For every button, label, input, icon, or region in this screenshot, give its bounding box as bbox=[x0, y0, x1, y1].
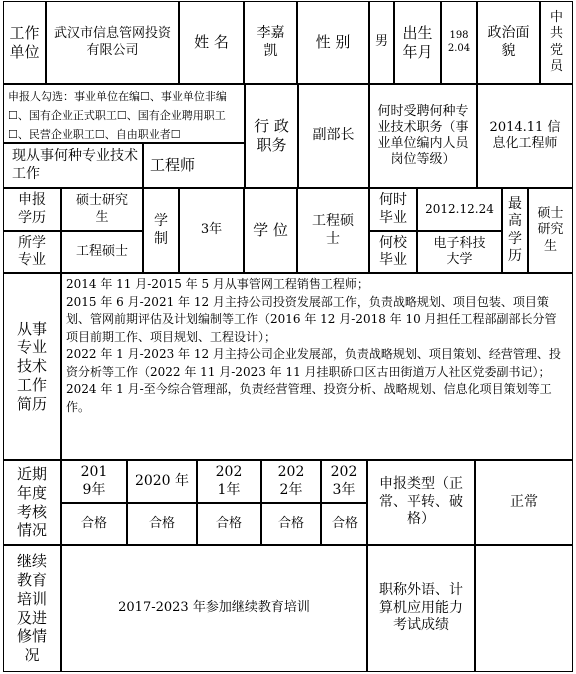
admin-post-label: 行 政职务 bbox=[245, 84, 298, 188]
highest-edu-label: 最高学历 bbox=[502, 188, 528, 273]
admin-post-value: 副部长 bbox=[298, 84, 369, 188]
assessment-year: 2019年 bbox=[61, 460, 127, 503]
assessment-year: 2023年 bbox=[321, 460, 367, 503]
exam-score-value bbox=[475, 545, 573, 672]
name-label: 姓 名 bbox=[179, 1, 244, 84]
resume-line: 2014 年 11 月-2015 年 5 月从事管网工程销售工程师； bbox=[66, 277, 369, 291]
assessment-result: 合格 bbox=[261, 503, 321, 545]
degree-edu-label: 申报学历 bbox=[3, 188, 61, 231]
training-value: 2017-2023 年参加继续教育培训 bbox=[61, 545, 367, 672]
degree-edu-value: 硕士研究生 bbox=[61, 188, 143, 231]
org-value: 武汉市信息管网投资有限公司 bbox=[46, 1, 179, 84]
exam-score-label: 职称外语、计算机应用能力考试成绩 bbox=[367, 545, 475, 672]
grad-time-label: 何时毕业 bbox=[369, 188, 417, 231]
grad-time-value: 2012.12.24 bbox=[417, 188, 502, 231]
assessment-result: 合格 bbox=[61, 503, 127, 545]
political-value: 中共党员 bbox=[540, 1, 573, 84]
resume-line: 2015 年 6 月-2021 年 12 月主持公司投资发展部工作，负责战略规划、项目包装、项目策划、管网前期评估及计划编制等工作（2016 年 12 月-2018 年 10 月担任工程部副部长分管项目前期工作、项目规划、工程设计）； bbox=[66, 294, 557, 344]
school-value: 电子科技大学 bbox=[417, 231, 502, 273]
assessment-year: 2021年 bbox=[197, 460, 261, 503]
name-value: 李嘉凯 bbox=[244, 1, 297, 84]
birth-value: 1982.04 bbox=[441, 1, 477, 84]
apply-type-value: 正常 bbox=[475, 460, 573, 545]
study-system-label: 学制 bbox=[143, 188, 179, 273]
assessment-result: 合格 bbox=[127, 503, 197, 545]
school-label: 何校毕业 bbox=[369, 231, 417, 273]
assessment-label: 近期年度考核情况 bbox=[3, 460, 61, 545]
employee-category-checkboxes: 申报人勾选：事业单位在编☐、事业单位非编☐、国有企业正式职工☐、国有企业聘用职工☐、民营企业职工☐、自由职业者☐ bbox=[3, 84, 245, 143]
study-system-value: 3年 bbox=[179, 188, 244, 273]
gender-value: 男 bbox=[369, 1, 394, 84]
current-tech-work-label: 现从事何种专业技术工作 bbox=[3, 143, 143, 188]
resume-line: 2022 年 1 月-2023 年 12 月主持公司企业发展部，负责战略规划、项目策划、经营管理、投资分析等工作（2022 年 11 月-2023 年 11 月挂职硚口区古田街道万人社区党委副书记）； bbox=[66, 347, 561, 379]
apply-type-label: 申报类型（正常、平转、破格） bbox=[367, 460, 475, 545]
resume-label: 从事专业技术工作简历 bbox=[3, 273, 61, 460]
assessment-year: 2022年 bbox=[261, 460, 321, 503]
major-value: 工程硕士 bbox=[61, 231, 143, 273]
hire-post-label: 何时受聘何种专业技术职务（事业单位编内人员岗位等级） bbox=[369, 84, 477, 188]
resume-content bbox=[61, 273, 573, 460]
org-label: 工作单位 bbox=[3, 1, 46, 84]
assessment-year: 2020 年 bbox=[127, 460, 197, 503]
hire-post-value: 2014.11 信息化工程师 bbox=[477, 84, 573, 188]
degree-value: 工程硕士 bbox=[297, 188, 369, 273]
major-label: 所学专业 bbox=[3, 231, 61, 273]
gender-label: 性 别 bbox=[297, 1, 369, 84]
assessment-result: 合格 bbox=[197, 503, 261, 545]
assessment-result: 合格 bbox=[321, 503, 367, 545]
degree-label: 学 位 bbox=[244, 188, 297, 273]
current-tech-work-value: 工程师 bbox=[143, 143, 245, 188]
birth-label: 出生年月 bbox=[394, 1, 441, 84]
resume-line: 2024 年 1 月-至今综合管理部，负责经营管理、投资分析、战略规划、信息化项目策划等工作。 bbox=[66, 382, 552, 414]
highest-edu-value: 硕士研究生 bbox=[528, 188, 573, 273]
political-label: 政治面貌 bbox=[477, 1, 540, 84]
training-label: 继续教育培训及进修情况 bbox=[3, 545, 61, 672]
